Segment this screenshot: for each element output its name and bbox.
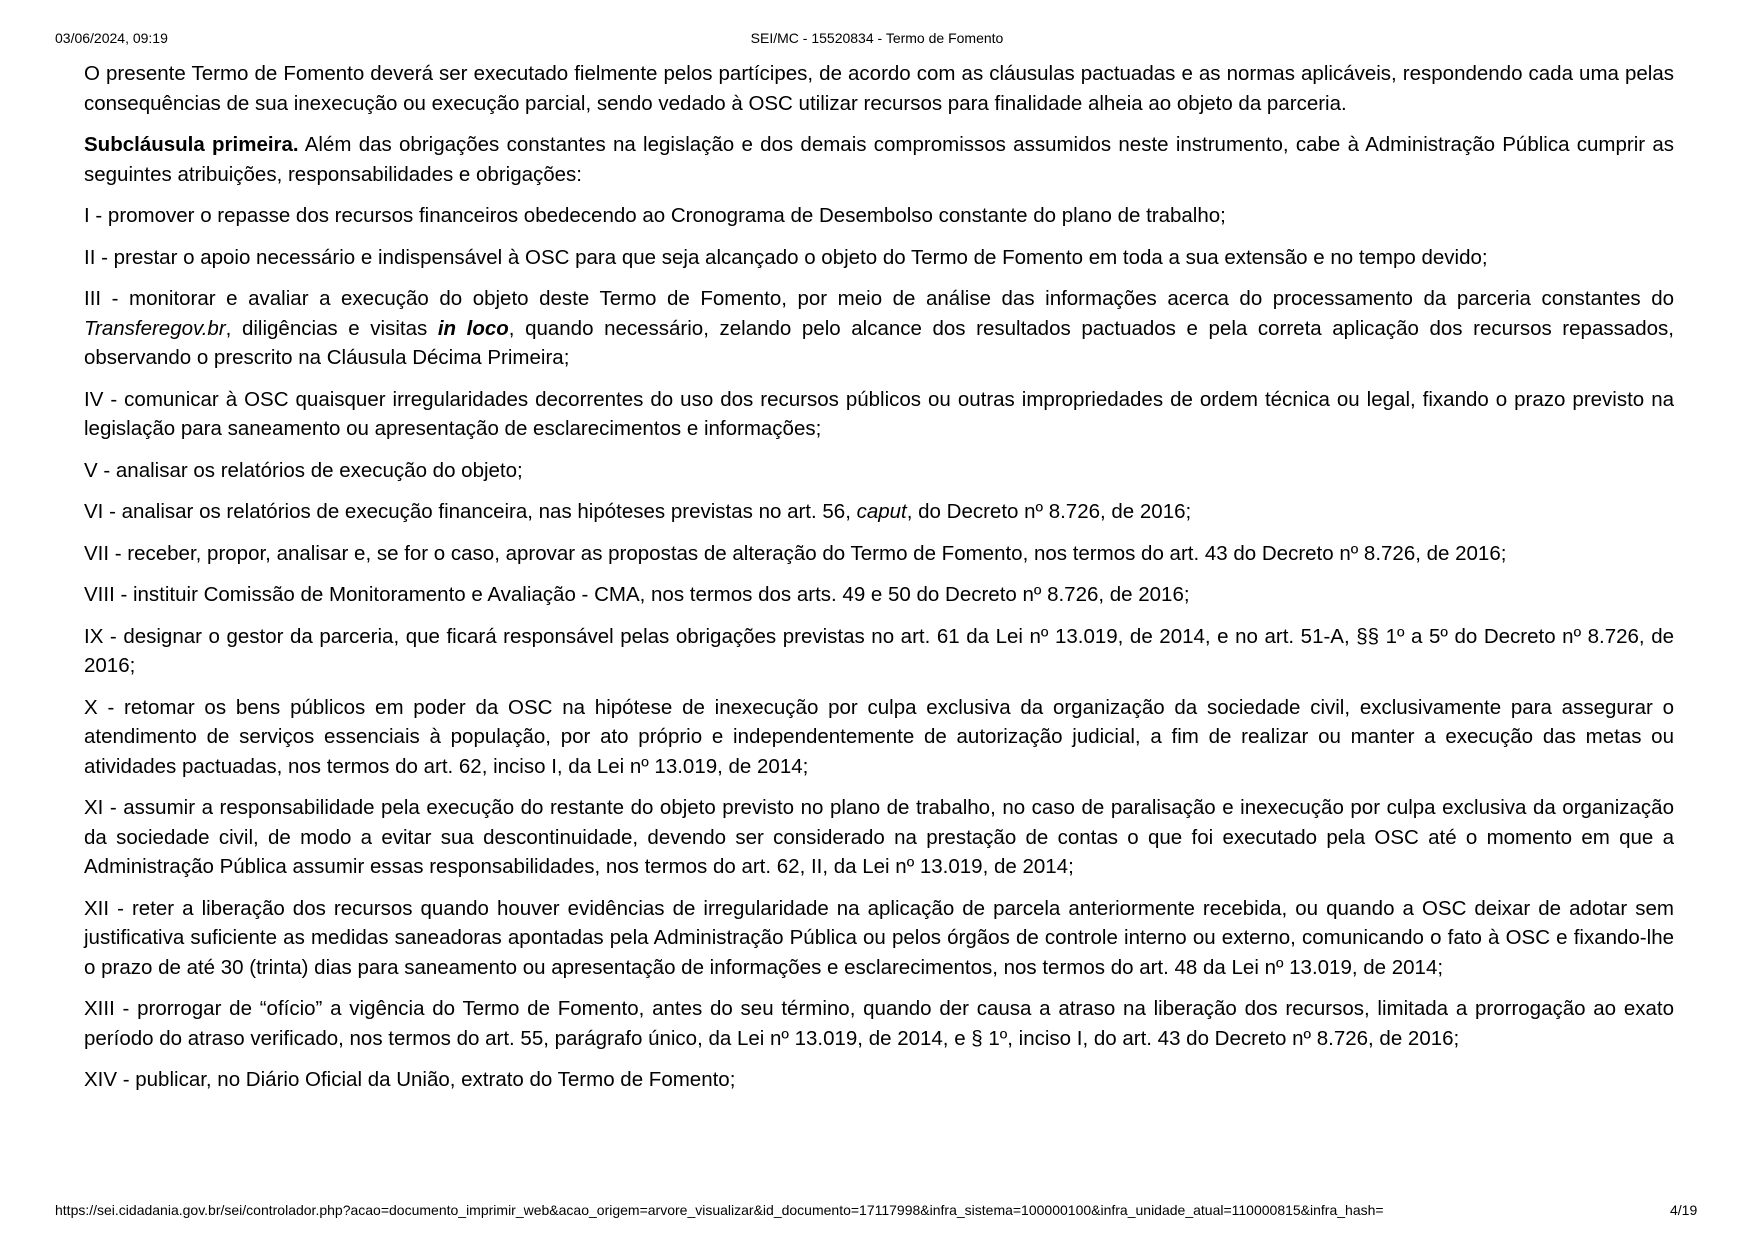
transferegov-term: Transferegov.br [84, 316, 226, 340]
item-viii: VIII - instituir Comissão de Monitoramento e Avaliação - CMA, nos termos dos arts. 49 e 50 do Decreto nº 8.726, de 2016; [84, 583, 1190, 606]
item-i: I - promover o repasse dos recursos financeiros obedecendo ao Cronograma de Desembolso constante do plano de trabalho; [84, 204, 1226, 227]
item-vii: VII - receber, propor, analisar e, se for o caso, aprovar as propostas de alteração do Termo de Fomento, nos termos do art. 43 do Decreto nº 8.726, de 2016; [84, 541, 1507, 565]
item-x: X - retomar os bens públicos em poder da OSC na hipótese de inexecução por culpa exclusiva da organização da sociedade civil, exclusivamente para assegurar o atendimento de serviços essenciais à população, por ato próprio e independentemente de autorização judicial, a fim de realizar ou manter a execução das metas ou atividades pactuadas, nos termos do art. 62, inciso I, da Lei nº 13.019, de 2014; [84, 695, 1674, 778]
item-iii-part-a: III - monitorar e avaliar a execução do objeto deste Termo de Fomento, por meio de análise das informações acerca do processamento da parceria constantes do [84, 287, 1674, 310]
in-loco-term: in loco [437, 316, 509, 340]
source-url: https://sei.cidadania.gov.br/sei/controlador.php?acao=documento_imprimir_web&acao_origem=arvore_visualizar&id_documento=17117998&infra_sistema=100000100&infra_unidade_atual=110000815&infra_hash= [55, 1202, 1384, 1218]
document-title: SEI/MC - 15520834 - Termo de Fomento [750, 30, 1004, 46]
subclause-heading: Subcláusula primeira. [84, 133, 299, 156]
paragraph-subclause-first [84, 130, 1674, 189]
item-iv: IV - comunicar à OSC quaisquer irregularidades decorrentes do uso dos recursos públicos ou outras impropriedades de ordem técnica ou legal, fixando o prazo previsto na legislação para saneamento ou apresentação de esclarecimentos e informações; [84, 387, 1674, 440]
paragraph-intro: O presente Termo de Fomento deverá ser executado fielmente pelos partícipes, de acordo com as cláusulas pactuadas e as normas aplicáveis, respondendo cada uma pelas consequências de sua inexecução ou execução parcial, sendo vedado à OSC utilizar recursos para finalidade alheia ao objeto da parceria. [84, 62, 1674, 115]
item-vi [84, 497, 1674, 527]
item-v: V - analisar os relatórios de execução do objeto; [84, 458, 523, 482]
item-vi-part-a: VI - analisar os relatórios de execução financeira, nas hipóteses previstas no art. 56, [84, 500, 857, 523]
print-datetime: 03/06/2024, 09:19 [55, 30, 168, 46]
item-xiii: XIII - prorrogar de “ofício” a vigência do Termo de Fomento, antes do seu término, quando der causa a atraso na liberação dos recursos, limitada a prorrogação ao exato período do atraso verificado, nos termos do art. 55, parágrafo único, da Lei nº 13.019, de 2014, e § 1º, inciso I, do art. 43 do Decreto nº 8.726, de 2016; [84, 997, 1674, 1050]
print-footer [0, 1200, 1754, 1220]
item-xii: XII - reter a liberação dos recursos quando houver evidências de irregularidade na aplicação de parcela anteriormente recebida, ou quando a OSC deixar de adotar sem justificativa suficiente as medidas saneadoras apontadas pela Administração Pública ou pelos órgãos de controle interno ou externo, comunicando o fato à OSC e fixando-lhe o prazo de até 30 (trinta) dias para saneamento ou apresentação de informações e esclarecimentos, nos termos do art. 48 da Lei nº 13.019, de 2014; [84, 896, 1674, 979]
caput-term: caput [856, 500, 907, 523]
item-ii: II - prestar o apoio necessário e indispensável à OSC para que seja alcançado o objeto do Termo de Fomento em toda a sua extensão e no tempo devido; [84, 245, 1488, 269]
subclause-text: Além das obrigações constantes na legislação e dos demais compromissos assumidos neste instrumento, cabe à Administração Pública cumprir as seguintes atribuições, responsabilidades e obrigações: [84, 133, 1674, 186]
item-ix: IX - designar o gestor da parceria, que ficará responsável pelas obrigações previstas no art. 61 da Lei nº 13.019, de 2014, e no art. 51-A, §§ 1º a 5º do Decreto nº 8.726, de 2016; [84, 624, 1674, 677]
item-iii-part-b: , diligências e visitas [225, 316, 438, 340]
item-iii-part-c: , quando necessário, zelando pelo alcance dos resultados pactuados e pela correta aplicação dos recursos repassados, observando o prescrito na Cláusula Décima Primeira; [84, 316, 1674, 369]
page-number: 4/19 [1670, 1202, 1698, 1218]
item-xi: XI - assumir a responsabilidade pela execução do restante do objeto previsto no plano de trabalho, no caso de paralisação e inexecução por culpa exclusiva da organização da sociedade civil, de modo a evitar sua descontinuidade, devendo ser considerado na prestação de contas o que foi executado pela OSC até o momento em que a Administração Pública assumir essas responsabilidades, nos termos do art. 62, II, da Lei nº 13.019, de 2014; [84, 796, 1674, 878]
document-body [84, 59, 1674, 1107]
item-vi-part-b: , do Decreto nº 8.726, de 2016; [906, 500, 1192, 523]
item-iii [84, 284, 1674, 373]
print-header [0, 28, 1754, 48]
item-xiv: XIV - publicar, no Diário Oficial da União, extrato do Termo de Fomento; [84, 1068, 736, 1091]
